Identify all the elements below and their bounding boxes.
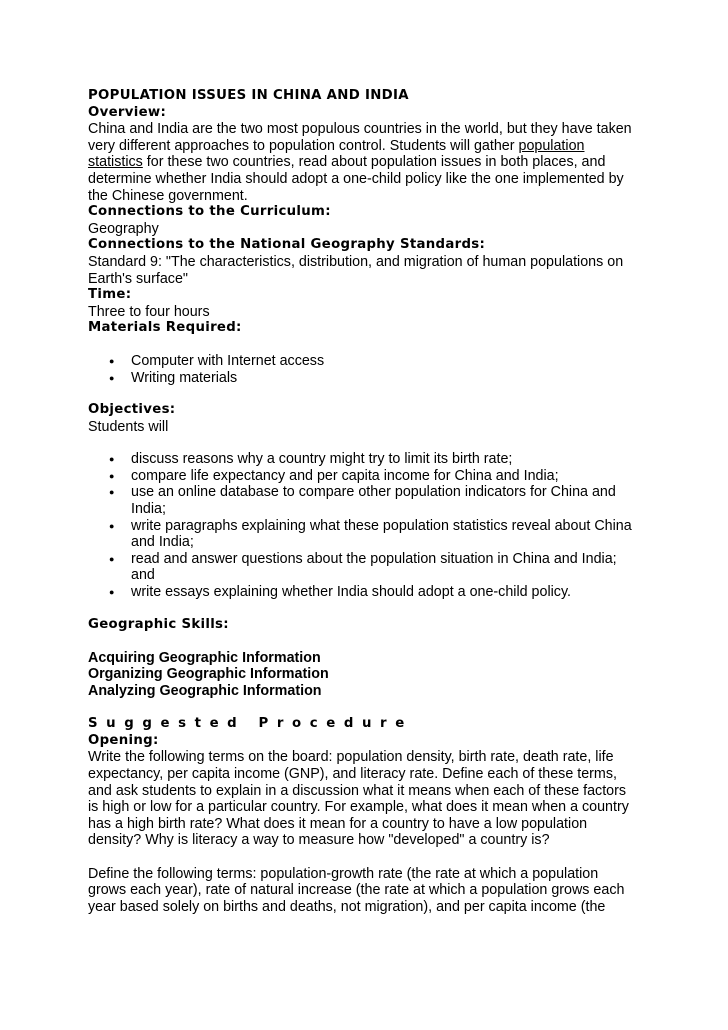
objectives-intro: Students will bbox=[88, 418, 169, 435]
overview-text bbox=[88, 121, 640, 204]
standards-text: Standard 9: "The characteristics, distribution, and migration of human populations on Earth's surface" bbox=[88, 253, 624, 287]
curriculum-heading: Connections to the Curriculum: bbox=[88, 204, 331, 220]
list-item: ● use an online database to compare other population indicators for China and India; bbox=[131, 484, 640, 517]
document-title: POPULATION ISSUES IN CHINA AND INDIA bbox=[88, 88, 409, 103]
time-heading: Time: bbox=[88, 287, 132, 303]
objectives-list bbox=[88, 451, 640, 600]
skill-item: Organizing Geographic Information bbox=[88, 666, 329, 683]
spacer bbox=[88, 700, 640, 717]
document-page bbox=[88, 88, 640, 915]
procedure-paragraph-2: Define the following terms: population-growth rate (the rate at which a population grows each year), rate of natural increase (the rate at which a population grows each year based solely on births and deaths, not migration), and per capita income (the bbox=[88, 865, 625, 915]
skills-heading: Geographic Skills: bbox=[88, 616, 229, 632]
spacer bbox=[88, 633, 640, 650]
time-text: Three to four hours bbox=[88, 303, 210, 320]
spacer bbox=[88, 849, 640, 866]
list-item: ● compare life expectancy and per capita income for China and India; bbox=[131, 468, 640, 485]
list-item: ● read and answer questions about the population situation in China and India; and bbox=[131, 551, 640, 584]
overview-heading: Overview: bbox=[88, 104, 167, 120]
list-item: ● discuss reasons why a country might try to limit its birth rate; bbox=[131, 451, 640, 468]
materials-list bbox=[88, 353, 640, 386]
overview-text-before: China and India are the two most populous countries in the world, but they have taken very different approaches to population control. Students will gather bbox=[88, 121, 632, 154]
population-statistics-link[interactable]: population statistics bbox=[88, 137, 585, 171]
list-item: ● write paragraphs explaining what these population statistics reveal about China and India; bbox=[131, 518, 640, 551]
objectives-heading: Objectives: bbox=[88, 402, 176, 418]
materials-heading: Materials Required: bbox=[88, 320, 242, 336]
skill-item: Analyzing Geographic Information bbox=[88, 683, 322, 699]
procedure-paragraph-1: Write the following terms on the board: population density, birth rate, death rate, life expectancy, per capita income (GNP), and literacy rate. Define each of these terms, and ask students to explain in a discussion what it means when each of these factors is high or low for a particular country. For example, what does it mean when a country has a high birth rate? What does it mean for a country to have a low population density? Why is literacy a way to measure how "developed" a country is? bbox=[88, 749, 629, 849]
list-item: ● Computer with Internet access bbox=[131, 353, 640, 370]
standards-heading: Connections to the National Geography Standards: bbox=[88, 237, 486, 253]
list-item: ● Writing materials bbox=[131, 370, 640, 387]
curriculum-text: Geography bbox=[88, 220, 159, 237]
list-item: ● write essays explaining whether India should adopt a one-child policy. bbox=[131, 584, 640, 601]
opening-heading: Opening: bbox=[88, 732, 159, 748]
procedure-heading: Suggested Procedure bbox=[88, 716, 413, 732]
overview-text-after: for these two countries, read about population issues in both places, and determine whether India should adopt a one-child policy like the one implemented by the Chinese government. bbox=[88, 154, 624, 204]
skill-item: Acquiring Geographic Information bbox=[88, 649, 321, 666]
